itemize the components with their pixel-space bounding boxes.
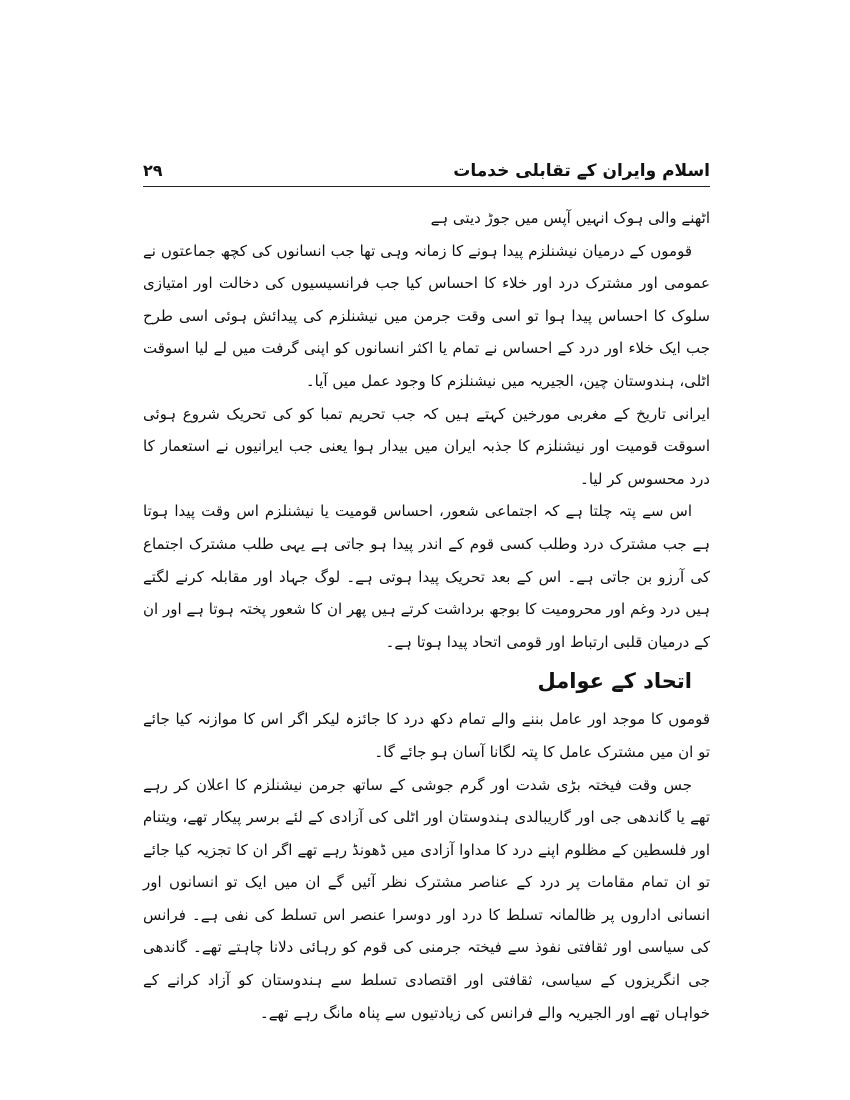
paragraph: ایرانی تاریخ کے مغربی مورخین کہتے ہیں کہ جب تحریم تمبا کو کی تحریک شروع ہوئی اسوقت قومیت اور نیشنلزم کا جذبہ ایران میں بیدار ہوا یعنی جب ایرانیوں نے استعمار کا درد محسوس کر لیا۔ <box>143 404 710 488</box>
page-number: ۲۹ <box>143 161 163 180</box>
paragraph: قوموں کا موجد اور عامل بننے والے تمام دکھ درد کا جائزہ لیکر اگر اس کا موازنہ کیا جائے تو ان میں مشترک عامل کا پتہ لگانا آسان ہو جائے گا۔ <box>143 710 710 761</box>
body-text <box>143 202 710 1029</box>
header-divider <box>143 186 710 187</box>
book-title: اسلام وایران کے تقابلی خدمات <box>453 161 710 181</box>
paragraph: جس وقت فیختہ بڑی شدت اور گرم جوشی کے ساتھ جرمن نیشنلزم کا اعلان کر رہے تھے یا گاندھی جی اور گاریبالدی ہندوستان اور اٹلی کی آزادی کے لئے برسر پیکار تھے، ویتنام اور فلسطین کے مظلوم اپنے درد کا مداوا آزادی میں ڈھونڈ رہے تھے اگر ان کا تجزیہ کیا جائے تو ان تمام مقامات پر درد کے عناصر مشترک نظر آئیں گے ان میں ایک تو انسانوں اور انسانی اداروں پر ظالمانہ تسلط کا درد اور دوسرا عنصر اس تسلط کی نفی ہے۔ فرانس کی سیاسی اور ثقافتی نفوذ سے فیختہ جرمنی کی قوم کو رہائی دلانا چاہتے تھے۔ گاندھی جی انگریزوں کے سیاسی، ثقافتی اور اقتصادی تسلط سے ہندوستان کو آزاد کرانے کے خواہاں تھے اور الجیریہ والے فرانس کی زیادتیوں سے پناہ مانگ رہے تھے۔ <box>143 775 710 1022</box>
paragraph: اٹھنے والی ہوک انہیں آپس میں جوڑ دیتی ہے <box>430 209 710 227</box>
section-heading: اتحاد کے عوامل <box>537 669 692 694</box>
paragraph: قوموں کے درمیان نیشنلزم پیدا ہونے کا زمانہ وہی تھا جب انسانوں کی کچھ جماعتوں نے عمومی اور مشترک درد اور خلاء کا احساس کیا جب فرانسیسیوں کی دخالت اور امتیازی سلوک کا احساس پیدا ہوا تو اسی وقت جرمن میں نیشنلزم کی پیدائش ہوئی اسی طرح جب ایک خلاء اور درد کے احساس نے تمام یا اکثر انسانوں کو اپنی گرفت میں لے لیا اسوقت اٹلی، ہندوستان چین، الجیریہ میں نیشنلزم کا وجود عمل میں آیا۔ <box>143 241 710 390</box>
paragraph: اس سے پتہ چلتا ہے کہ اجتماعی شعور، احساس قومیت یا نیشنلزم اس وقت پیدا ہوتا ہے جب مشترک درد وطلب کسی قوم کے اندر پیدا ہو جاتی ہے یہی طلب مشترک اجتماع کی آرزو بن جاتی ہے۔ اس کے بعد تحریک پیدا ہوتی ہے۔ لوگ جہاد اور مقابلہ کرنے لگتے ہیں درد وغم اور محرومیت کا بوجھ برداشت کرتے ہیں پھر ان کا شعور پختہ ہوتا ہے اور ان کے درمیان قلبی ارتباط اور قومی اتحاد پیدا ہوتا ہے۔ <box>143 502 710 651</box>
running-header <box>143 158 710 184</box>
